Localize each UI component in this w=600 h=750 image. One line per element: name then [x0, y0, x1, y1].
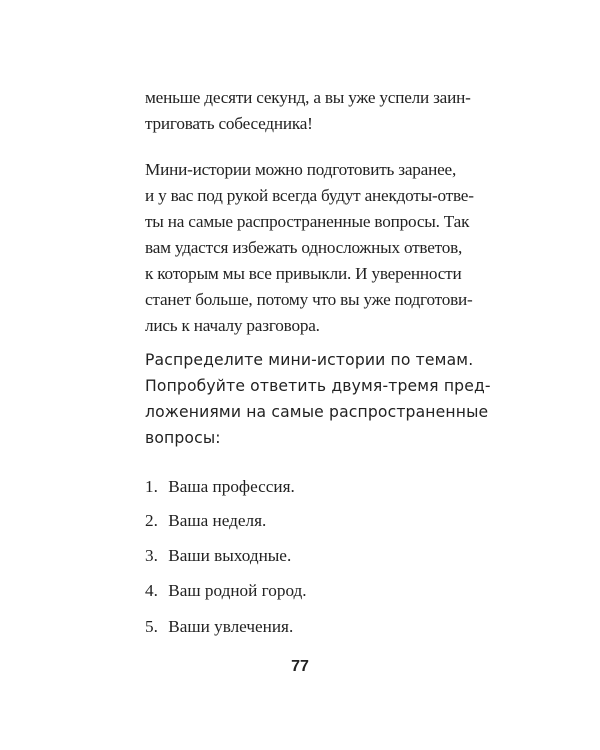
text-line: вам удастся избежать односложных ответов, [145, 238, 463, 257]
text-line: Мини-истории можно подготовить заранее, [145, 160, 457, 179]
list-item [145, 474, 295, 500]
text-line: и у вас под рукой всегда будут анекдоты-отве- [145, 186, 474, 205]
list-item-text: Ваша профессия. [168, 477, 295, 496]
text-line: меньше десяти секунд, а вы уже успели заин- [145, 88, 471, 107]
text-line: станет больше, потому что вы уже подготови- [145, 290, 473, 309]
list-item [145, 543, 291, 569]
list-item-text: Ваша неделя. [168, 511, 267, 530]
list-item-number: 2. [145, 511, 158, 530]
list-item [145, 578, 307, 604]
text-line: вопросы: [145, 429, 221, 447]
list-item-text: Ваши выходные. [168, 546, 292, 565]
list-item [145, 508, 266, 534]
text-line: Распределите мини-истории по темам. [145, 351, 474, 369]
text-line: ложениями на самые распространенные [145, 403, 489, 421]
list-item-number: 1. [145, 477, 158, 496]
list-item-text: Ваши увлечения. [168, 617, 294, 636]
text-line: ты на самые распространенные вопросы. Так [145, 212, 470, 231]
list-item-text: Ваш родной город. [168, 581, 307, 600]
text-line: Попробуйте ответить двумя-тремя пред- [145, 377, 491, 395]
list-item-number: 5. [145, 617, 158, 636]
page-number: 77 [291, 658, 309, 675]
text-line: к которым мы все привыкли. И уверенности [145, 264, 462, 283]
text-line: лись к началу разговора. [145, 316, 320, 335]
list-item-number: 3. [145, 546, 158, 565]
list-item [145, 614, 293, 640]
text-line: триговать собеседника! [145, 114, 313, 133]
list-item-number: 4. [145, 581, 158, 600]
